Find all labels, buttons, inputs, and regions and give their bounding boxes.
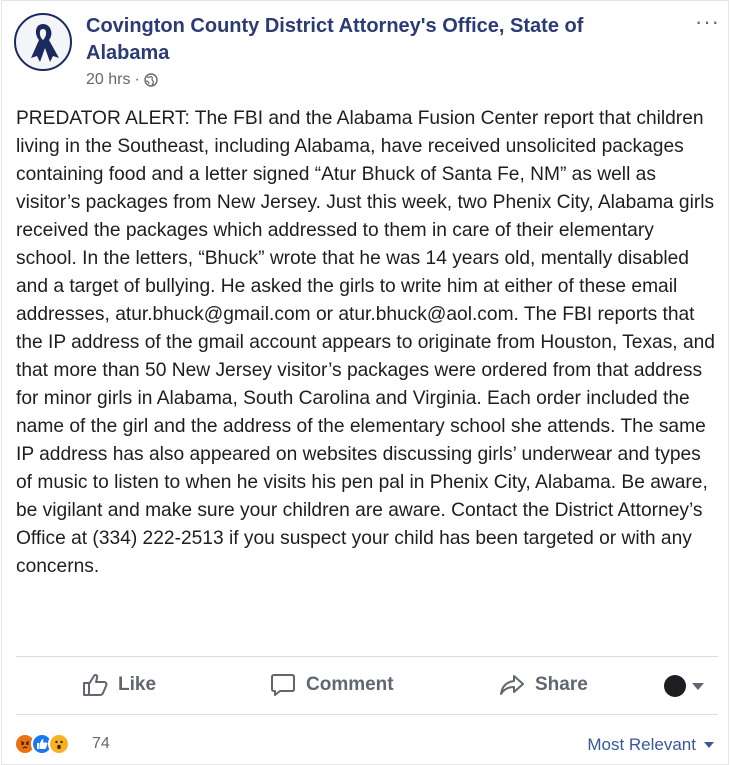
comment-button[interactable]: [270, 673, 394, 697]
reaction-count[interactable]: 74: [92, 735, 110, 752]
actions-divider-top: [16, 656, 718, 657]
share-arrow-icon: [499, 673, 525, 697]
ribbon-icon: [23, 20, 63, 64]
meta-separator: ·: [134, 71, 140, 88]
post-card: [1, 0, 729, 765]
post-body: PREDATOR ALERT: The FBI and the Alabama Fusion Center report that children living in the Southeast, including Alabama, have received unsolicited packages containing food and a letter signed “Atur Bhuck of Santa Fe, NM” as well as visitor’s packages from New Jersey. Just this week, two Phenix City, Alabama girls received the packages which addressed to them in care of their elementary school. In the letters, “Bhuck” wrote that he was 14 years old, mentally disabled and a target of bullying. He asked the girls to write him at either of these email addresses, atur.bhuck@gmail.com or atur.bhuck@aol.com. The FBI reports that the IP address of the gmail account appears to originate from Houston, Texas, and that more than 50 New Jersey visitor’s packages were ordered from that address for minor girls in Alabama, South Carolina and Virginia. Each order included the name of the girl and the address of the elementary school she attends. The same IP address has also appeared on websites discussing girls’ underwear and types of music to listen to when he visits his pen pal in Phenix City, Alabama. Be aware, be vigilant and make sure your children are aware. Contact the District Attorney’s Office at (334) 222-2513 if you suspect your child has been targeted or with any concerns.: [16, 108, 715, 577]
sort-label: Most Relevant: [587, 735, 696, 754]
reactions-bar: [2, 721, 730, 765]
like-button[interactable]: [82, 673, 156, 697]
post-actions: [2, 661, 730, 711]
share-label: Share: [535, 674, 588, 695]
reaction-icons[interactable]: [14, 733, 65, 755]
chevron-down-icon: [704, 742, 714, 748]
actions-divider-bottom: [16, 714, 718, 715]
comment-sort-dropdown[interactable]: [587, 735, 714, 755]
post-meta: [86, 71, 158, 89]
like-label: Like: [118, 674, 157, 695]
page-name-link[interactable]: Covington County District Attorney's Office, State of Alabama: [86, 15, 584, 64]
chevron-down-icon: [692, 683, 704, 690]
wow-icon: [48, 733, 70, 755]
profile-avatar-icon: [664, 675, 686, 697]
more-options-button[interactable]: ···: [695, 9, 720, 34]
share-button[interactable]: [499, 673, 588, 697]
audience-selector[interactable]: [664, 675, 704, 697]
post-header: [2, 1, 730, 101]
post-timestamp[interactable]: 20 hrs: [86, 71, 131, 88]
thumbs-up-icon: [82, 673, 108, 697]
page-avatar[interactable]: [14, 13, 72, 71]
comment-label: Comment: [306, 674, 394, 695]
comment-bubble-icon: [270, 673, 296, 697]
globe-icon[interactable]: [144, 73, 158, 87]
